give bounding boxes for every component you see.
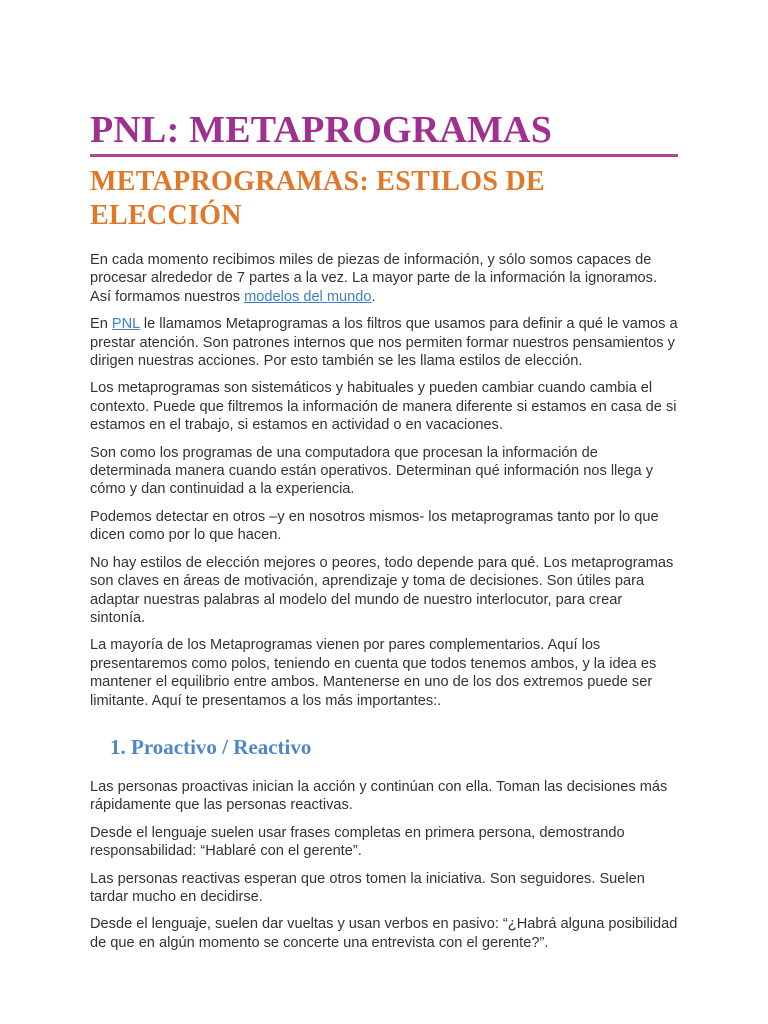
pnl-link[interactable]: PNL [111, 316, 140, 333]
paragraph-6: No hay estilos de elección mejores o peores, todo depende para qué. Los metaprogramas son claves en áreas de motivación, aprendizaje y toma de decisiones. Son útiles para adaptar nuestras palabras al modelo del mundo de nuestro interlocutor, para crear sintonía. [90, 554, 674, 626]
paragraph-4: Son como los programas de una computadora que procesan la información de determinada manera cuando están operativos. Determinan qué información nos llega y cómo y dan continuidad a la experiencia. [90, 444, 653, 498]
section-1-paragraph-3: Las personas reactivas esperan que otros tomen la iniciativa. Son seguidores. Suelen tardar mucho en decidirse. [90, 870, 645, 905]
paragraph-1-end: . [371, 288, 376, 305]
paragraph-1 [90, 251, 680, 306]
paragraph-7: La mayoría de los Metaprogramas vienen por pares complementarios. Aquí los presentaremos como polos, teniendo en cuenta que todos tenemos ambos, y la idea es mantener el equilibrio entre ambos. Mantenerse en uno de los dos extremos puede ser limitante. Aquí te presentamos a los más importantes:. [90, 637, 657, 709]
page-title: PNL: METAPROGRAMAS [90, 109, 553, 151]
section-1-paragraph-2: Desde el lenguaje suelen usar frases completas en primera persona, demostrando responsabilidad: “Hablaré con el gerente”. [90, 824, 625, 860]
paragraph-2-text: le llamamos Metaprogramas a los filtros que usamos para definir a qué le vamos a prestar atención. Son patrones internos que nos permiten formar nuestros pensamientos y dirigen nuestras acciones. Por esto también se les llama estilos de elección. [90, 316, 678, 370]
paragraph-3: Los metaprogramas son sistemáticos y habituales y pueden cambiar cuando cambia el contexto. Puede que filtremos la información de manera diferente si estamos en casa de si estamos en el trabajo, si estamos en actividad o en vacaciones. [90, 380, 677, 434]
modelos-del-mundo-link[interactable]: modelos del mundo [244, 288, 372, 305]
page-subtitle: METAPROGRAMAS: ESTILOS DE ELECCIÓN [90, 166, 546, 231]
section-1-paragraph-1: Las personas proactivas inician la acción y continúan con ella. Toman las decisiones más rápidamente que las personas reactivas. [90, 778, 668, 814]
paragraph-5: Podemos detectar en otros –y en nosotros mismos- los metaprogramas tanto por lo que dicen como por lo que hacen. [90, 508, 659, 544]
document-page [90, 108, 680, 961]
section-1-paragraph-4: Desde el lenguaje, suelen dar vueltas y usan verbos en pasivo: “¿Habrá alguna posibilidad de que en algún momento se concerte una entrevista con el gerente?”. [90, 916, 678, 951]
paragraph-1-text: En cada momento recibimos miles de piezas de información, y sólo somos capaces de procesar alrededor de 7 partes a la vez. La mayor parte de la información la ignoramos. Así formamos nuestros [90, 252, 658, 305]
section-heading-proactivo-reactivo: 1. Proactivo / Reactivo [110, 734, 312, 759]
paragraph-2-start: En [90, 316, 112, 333]
title-divider [90, 154, 678, 157]
paragraph-2 [90, 315, 680, 370]
